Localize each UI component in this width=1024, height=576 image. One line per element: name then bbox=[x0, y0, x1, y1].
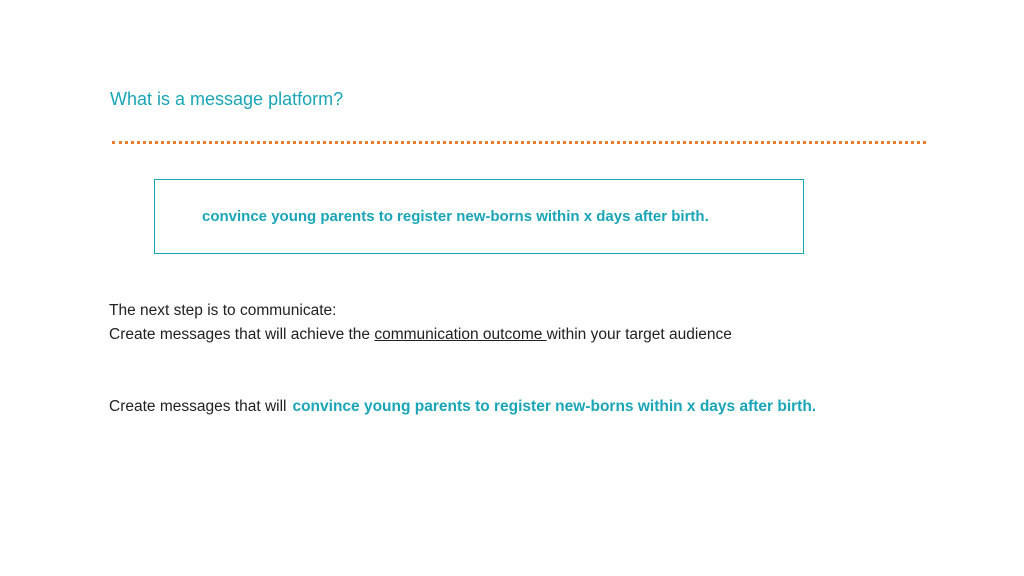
communication-outcome-box bbox=[154, 179, 804, 254]
title-divider bbox=[112, 141, 926, 144]
slide-title: What is a message platform? bbox=[110, 89, 344, 109]
summary-line bbox=[109, 398, 816, 416]
instruction-line bbox=[109, 326, 732, 344]
communication-outcome-text: convince young parents to register new-borns within x days after birth. bbox=[202, 208, 709, 225]
instruction-prefix: Create messages that will achieve the bbox=[109, 326, 375, 343]
intro-line: The next step is to communicate: bbox=[109, 302, 337, 319]
communication-outcome-link: communication outcome bbox=[374, 326, 547, 343]
summary-outcome: convince young parents to register new-borns within x days after birth. bbox=[292, 398, 817, 415]
summary-prefix: Create messages that will bbox=[109, 398, 287, 415]
instruction-suffix: within your target audience bbox=[546, 326, 732, 343]
